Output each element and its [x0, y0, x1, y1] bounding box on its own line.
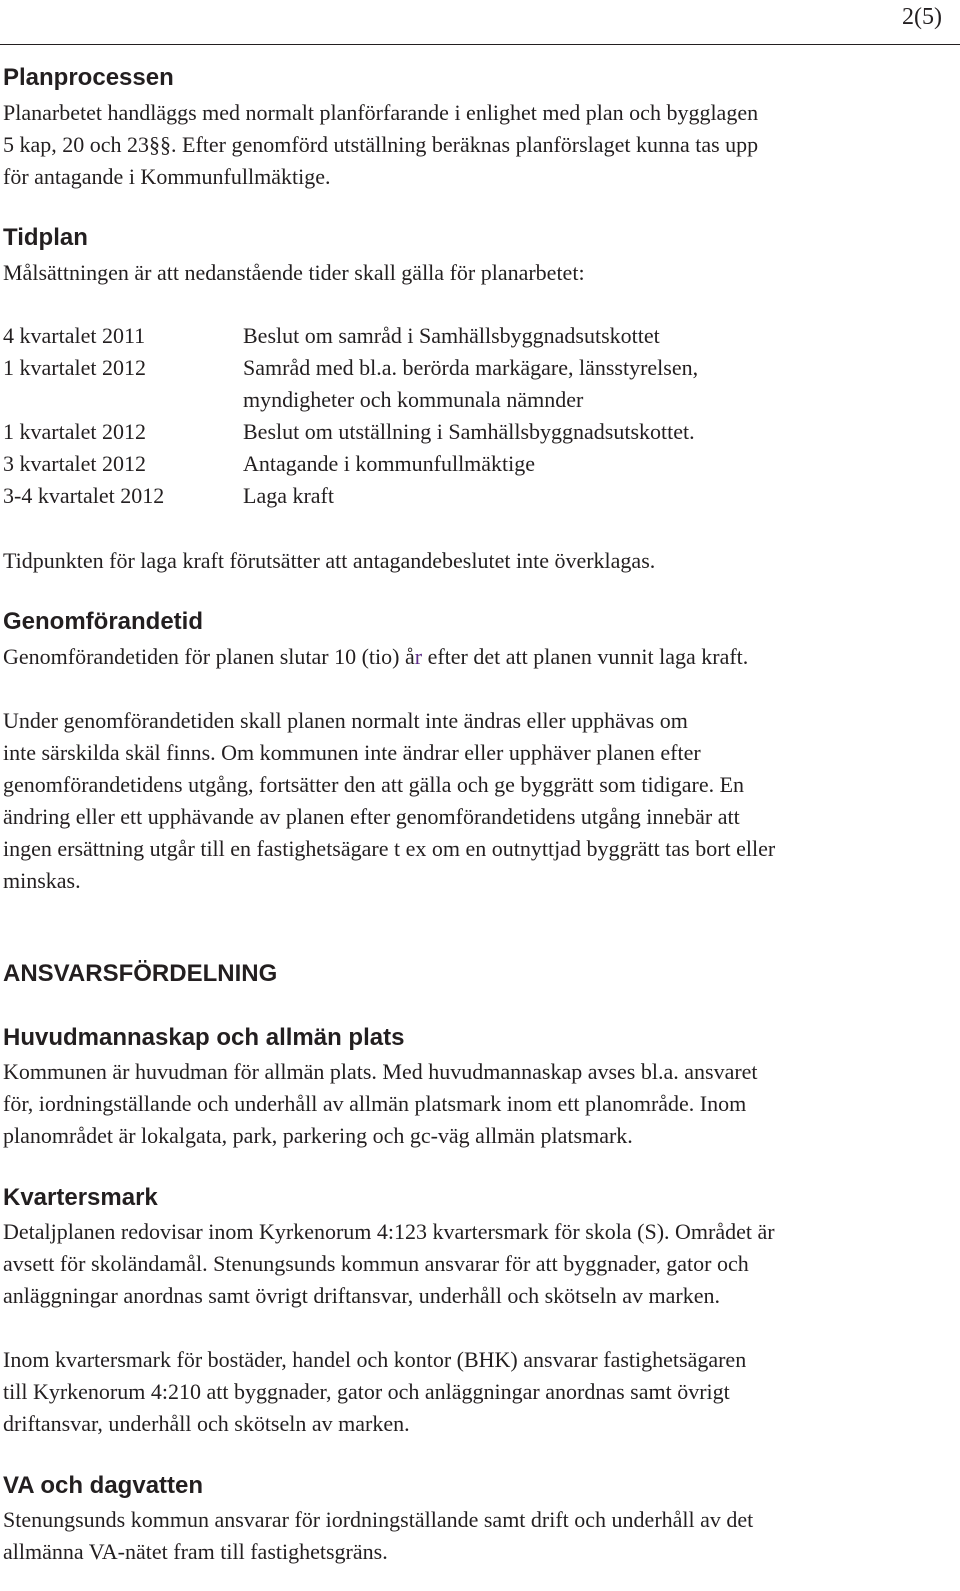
text-line: för antagande i Kommunfullmäktige.	[3, 164, 331, 189]
text-line: till Kyrkenorum 4:210 att byggnader, gator och anläggningar anordnas samt övrigt	[3, 1379, 730, 1404]
schedule-when: 1 kvartalet 2012	[3, 419, 146, 444]
schedule-what	[243, 480, 334, 512]
text-line: avsett för skoländamål. Stenungsunds kommun ansvarar för att byggnader, gator och	[3, 1251, 749, 1276]
heading-planprocessen: Planprocessen	[3, 64, 174, 91]
schedule-when: 1 kvartalet 2012	[3, 355, 146, 380]
heading-genomforandetid: Genomförandetid	[3, 608, 204, 635]
accent-letter: r	[414, 644, 423, 669]
text-line: för, iordningställande och underhåll av allmän platsmark inom ett planområde. Inom	[3, 1091, 747, 1116]
huvudmannaskap-paragraph	[3, 1056, 953, 1152]
text-line: inte särskilda skäl finns. Om kommunen inte ändrar eller upphäver planen efter	[3, 740, 701, 765]
schedule-what	[243, 448, 535, 480]
schedule-what	[243, 320, 660, 352]
tidplan-intro	[3, 257, 953, 289]
page-number: 2(5)	[902, 4, 942, 30]
tidplan-note	[3, 545, 953, 577]
va-paragraph	[3, 1504, 953, 1568]
text-line: Inom kvartersmark för bostäder, handel och kontor (BHK) ansvarar fastighetsägaren	[3, 1347, 747, 1372]
schedule-what	[243, 416, 695, 448]
genomforandetid-paragraph	[3, 705, 953, 897]
planprocessen-paragraph	[3, 97, 953, 193]
text-line: planområdet är lokalgata, park, parkering och gc-väg allmän platsmark.	[3, 1123, 633, 1148]
text-line: Kommunen är huvudman för allmän plats. Med huvudmannaskap avses bl.a. ansvaret	[3, 1059, 758, 1084]
schedule-what-line: Laga kraft	[243, 483, 334, 508]
text-line: 5 kap, 20 och 23§§. Efter genomförd utställning beräknas planförslaget kunna tas upp	[3, 132, 759, 157]
text-line: anläggningar anordnas samt övrigt driftansvar, underhåll och skötseln av marken.	[3, 1283, 720, 1308]
kvartersmark-paragraph-1	[3, 1216, 953, 1312]
heading-kvartersmark: Kvartersmark	[3, 1184, 158, 1211]
heading-tidplan: Tidplan	[3, 224, 88, 251]
text-line: allmänna VA-nätet fram till fastighetsgräns.	[3, 1539, 388, 1564]
heading-huvudmannaskap: Huvudmannaskap och allmän plats	[3, 1024, 405, 1051]
schedule-what-line: Samråd med bl.a. berörda markägare, länsstyrelsen,	[243, 355, 699, 380]
text-line: Detaljplanen redovisar inom Kyrkenorum 4:123 kvartersmark för skola (S). Området är	[3, 1219, 775, 1244]
text-line: Stenungsunds kommun ansvarar för iordningställande samt drift och underhåll av det	[3, 1507, 754, 1532]
schedule-what-line: myndigheter och kommunala nämnder	[243, 387, 584, 412]
heading-ansvarsfordelning: ANSVARSFÖRDELNING	[3, 960, 278, 987]
text-line: ändring eller ett upphävande av planen efter genomförandetidens utgång innebär att	[3, 804, 740, 829]
text-line: ingen ersättning utgår till en fastighetsägare t ex om en outnyttjad byggrätt tas bort eller	[3, 836, 776, 861]
text-line: minskas.	[3, 868, 81, 893]
genomforandetid-lead	[3, 641, 953, 673]
schedule-what-line: Beslut om utställning i Samhällsbyggnadsutskottet.	[243, 419, 695, 444]
schedule-what-line: Beslut om samråd i Samhällsbyggnadsutskottet	[243, 323, 660, 348]
text-line: Målsättningen är att nedanstående tider skall gälla för planarbetet:	[3, 260, 585, 285]
text-line: Tidpunkten för laga kraft förutsätter att antagandebeslutet inte överklagas.	[3, 548, 656, 573]
schedule-when: 3-4 kvartalet 2012	[3, 483, 165, 508]
text-line: genomförandetidens utgång, fortsätter den att gälla och ge byggrätt som tidigare. En	[3, 772, 745, 797]
heading-va-och-dagvatten: VA och dagvatten	[3, 1472, 204, 1499]
text-line: Under genomförandetiden skall planen normalt inte ändras eller upphävas om	[3, 708, 688, 733]
text-fragment: efter det att planen vunnit laga kraft.	[422, 644, 749, 669]
text-fragment: Genomförandetiden för planen slutar 10 (tio) å	[3, 644, 415, 669]
kvartersmark-paragraph-2	[3, 1344, 953, 1440]
schedule-when: 3 kvartalet 2012	[3, 451, 146, 476]
text-line: driftansvar, underhåll och skötseln av marken.	[3, 1411, 410, 1436]
schedule-what-line: Antagande i kommunfullmäktige	[243, 451, 536, 476]
header-rule	[0, 44, 960, 45]
schedule-when: 4 kvartalet 2011	[3, 323, 146, 348]
text-line	[3, 641, 953, 673]
text-line: Planarbetet handläggs med normalt planförfarande i enlighet med plan och bygglagen	[3, 100, 759, 125]
schedule-what	[243, 352, 698, 416]
